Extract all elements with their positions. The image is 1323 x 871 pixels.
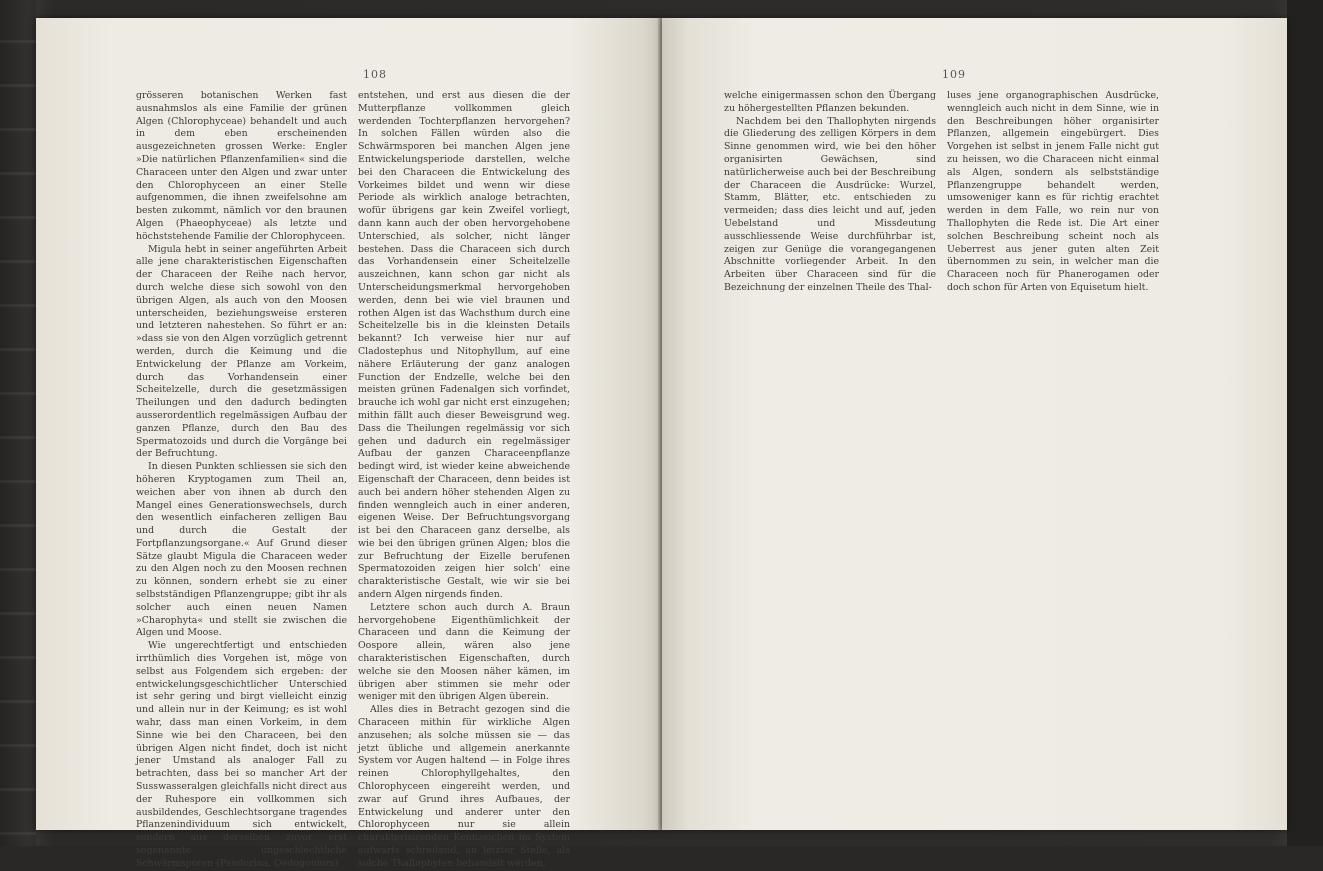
book-edge-right	[1287, 0, 1323, 846]
paragraph: luses jene organographischen Ausdrücke, wenngleich auch nicht in dem Sinne, wie in den Beschreibungen höher organisirter Pflanzen, allgemein eingebürgert. Dies Vorgehen ist selbst in jenem Falle nicht gut zu heissen, wo die Characeen nicht einmal als Algen, sondern als selbstständige Pflanzengruppe behandelt werden, umsoweniger kann es für richtig erachtet werden in dem Falle, wo rein nur von Thallophyten die Rede ist. Die Art einer solchen Beschreibung scheint noch als Ueberrest aus jener guten alten Zeit übernommen zu sein, in welcher man die Characeen noch für Phanerogamen oder doch schon für Arten von Equisetum hielt.	[947, 90, 1159, 293]
page-number-right: 109	[942, 68, 966, 81]
left-page	[36, 18, 662, 869]
paragraph: Wie ungerechtfertigt und entschieden irrthümlich dies Vorgehen ist, möge von selbst aus Folgendem sich ergeben: der entwickelungsgeschichtlicher Unterschied ist sehr gering und birgt vielleicht einzig und allein nur in der Keimung; es ist wohl wahr, dass man einen Vorkeim, in dem Sinne wie bei den Characeen, bei den übrigen Algen nicht findet, doch ist nicht jener Umstand als analoger Fall zu betrachten, dass bei so mancher Art der Susswasseralgen gleichfalls nicht direct aus der Ruhespore ein vollkommen sich ausbildendes, Geschlechtsorgane tragendes Pflanzenindividuum sich entwickelt, sondern aus derselben zuvor erst sogenannte ungeschlechtliche Schwärmsporen (Pandorina, Oedogonium)	[136, 640, 347, 869]
paragraph: Alles dies in Betracht gezogen sind die Characeen mithin für wirkliche Algen anzusehen; als solche müssen sie — das jetzt übliche und allgemein anerkannte System vor Augen haltend — in Folge ihres reinen Chlorophyllgehaltes, den Chlorophyceen eingereiht werden, und zwar auf Grund ihres Aufbaues, der Entwickelung und anderer unter den Chlorophyceen nur sie allein charakterisirenden Kennzeichen im System aufwärts schreitend, an letzter Stelle, als solche Thallophyten behandelt werden,	[358, 704, 570, 869]
left-page-column-1	[136, 90, 347, 871]
paragraph: In diesen Punkten schliessen sie sich den höheren Kryptogamen zum Theil an, weichen aber von ihnen ab durch den Mangel eines Generationswechsels, durch den wesentlich einfacheren zelligen Bau und durch die Gestalt der Fortpflanzungsorgane.« Auf Grund dieser Sätze glaubt Migula die Characeen weder zu den Algen noch zu den Moosen rechnen zu können, sondern erhebt sie zu einer selbstständigen Pflanzengruppe; gibt ihr als solcher auch einen neuen Namen »Charophyta« und stellt sie zwischen die Algen und Moose.	[136, 461, 347, 639]
right-page	[662, 18, 1287, 830]
paragraph: Nachdem bei den Thallophyten nirgends die Gliederung des zelligen Körpers in dem Sinne genommen wird, wie bei den höher organisirten Gewächsen, sind natürlicherweise auch bei der Beschreibung der Characeen die Ausdrücke: Wurzel, Stamm, Blätter, etc. entschieden zu vermeiden; dass dies leicht und auf, jeden Uebelstand und Missdeutung ausschliessende Weise durchführbar ist, zeigen zur Genüge die vorangegangenen Abschnitte vorliegender Arbeit. In den Arbeiten über Characeen sind für die Bezeichnung der einzelnen Theile des Thal-	[724, 115, 936, 293]
book-edge-left	[0, 0, 36, 846]
paragraph: welche einigermassen schon den Übergang zu höhergestellten Pflanzen bekunden.	[724, 90, 936, 114]
left-page-column-2	[358, 90, 570, 871]
page-number-left: 108	[363, 68, 387, 81]
paragraph: grösseren botanischen Werken fast ausnahmslos als eine Familie der grünen Algen (Chlorophyceae) behandelt und auch in dem eben erscheinenden ausgezeichneten grossen Werke: Engler »Die natürlichen Pflanzenfamilien« sind die Characeen unter den Algen und zwar unter den Chlorophyceen an einer Stelle aufgenommen, die ihnen zweifelsohne am besten zukommt, nämlich vor den braunen Algen (Phaeophyceae) als letzte und höchststehende Familie der Chlorophyceen.	[136, 90, 347, 242]
paragraph: Migula hebt in seiner angeführten Arbeit alle jene charakteristischen Eigenschaften der Characeen der Reihe nach hervor, durch welche diese sich sowohl von den übrigen Algen, als auch von den Moosen unterscheiden, beziehungsweise ersteren und letzteren nahestehen. So führt er an: »dass sie von den Algen vorzüglich getrennt werden, durch die Keimung und die Entwickelung der Pflanze am Vorkeim, durch das Vorhandensein einer Scheitelzelle, durch die gesetzmässigen Theilungen und den dadurch bedingten ausserordentlich regelmässigen Aufbau der ganzen Pflanze, durch den Bau des Spermatozoids und durch die Vorgänge bei der Befruchtung.	[136, 243, 347, 460]
right-page-column-1	[724, 90, 936, 295]
paragraph: Letztere schon auch durch A. Braun hervorgehobene Eigenthümlichkeit der Characeen und dann die Keimung der Oospore allein, wären also jene charakteristischen Eigenschaften, durch welche sie den Moosen näher kämen, im übrigen aber stimmen sie mehr oder weniger mit den übrigen Algen überein.	[358, 601, 570, 703]
paragraph: entstehen, und erst aus diesen die der Mutterpflanze vollkommen gleich werdenden Tochterpflanzen hervorgehen? In solchen Fällen würden also die Schwärmsporen bei manchen Algen jene Entwickelungsperiode darstellen, welche bei den Characeen die Entwickelung des Vorkeimes bildet und wenn wir diese Periode als wirklich analoge betrachten, wofür übrigens gar kein Zweifel vorliegt, dann kann auch der oben hervorgehobene Unterschied, als solcher, nicht länger bestehen. Dass die Characeen sich durch das Vorhandensein einer Scheitelzelle auszeichnen, kann schon gar nicht als Unterscheidungsmerkmal hervorgehoben werden, denn bei wie viel braunen und rothen Algen ist das Wachsthum durch eine Scheitelzelle bis in die kleinsten Details bekannt? Ich verweise hier nur auf Cladostephus und Nitophyllum, auf eine nähere Erläuterung der ganz analogen Function der Endzelle, welche bei den meisten grünen Fadenalgen sich vorfindet, brauche ich wohl gar nicht erst einzugehen; mithin fällt auch dieser Beweisgrund weg. Dass die Theilungen regelmässig vor sich gehen und dadurch ein regelmässiger Aufbau der ganzen Characeenpflanze bedingt wird, ist wieder keine abweichende Eigenschaft der Characeen, denn beides ist auch bei andern höher stehenden Algen zu finden wenngleich auch in einer anderen, eigenen Weise. Der Befruchtungsvorgang ist bei den Characeen ganz derselbe, als wie bei den übrigen grünen Algen; blos die zur Befruchtung der Eizelle berufenen Spermatozoiden zeigen hier solch' eine charakteristische Gestalt, wie wir sie bei andern Algen nirgends finden.	[358, 90, 570, 601]
right-page-column-2	[947, 90, 1159, 295]
